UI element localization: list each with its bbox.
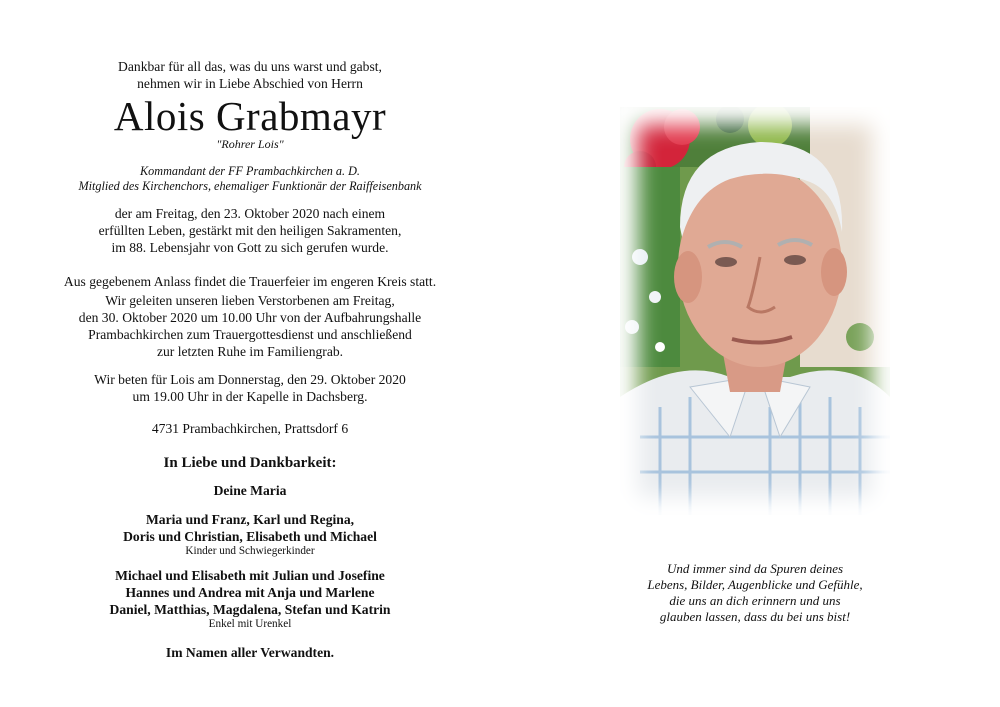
escort-line-1: Wir geleiten unseren lieben Verstorbenen am Freitag, bbox=[105, 293, 395, 308]
title-line-1: Kommandant der FF Prambachkirchen a. D. bbox=[140, 164, 360, 178]
mourning-heading: In Liebe und Dankbarkeit: bbox=[163, 455, 337, 471]
intro-line-2: nehmen wir in Liebe Abschied von Herrn bbox=[137, 76, 363, 91]
intro-line-1: Dankbar für all das, was du uns warst und gabst, bbox=[118, 59, 382, 74]
obituary-text bbox=[40, 58, 460, 661]
escort-line-3: Prambachkirchen zum Trauergottesdienst und anschließend bbox=[88, 327, 412, 342]
death-line-2: erfüllten Leben, gestärkt mit den heiligen Sakramenten, bbox=[98, 223, 402, 238]
deceased-name: Alois Grabmayr bbox=[113, 93, 387, 139]
poem-line-4: glauben lassen, dass du bei uns bist! bbox=[659, 609, 851, 624]
prayer-notice bbox=[40, 371, 460, 405]
grandchildren-line-2: Hannes und Andrea mit Anja und Marlene bbox=[125, 585, 375, 600]
address: 4731 Prambachkirchen, Prattsdorf 6 bbox=[151, 421, 349, 436]
portrait-photo bbox=[620, 107, 890, 515]
poem-line-3: die uns an dich erinnern und uns bbox=[669, 593, 841, 608]
children-label: Kinder und Schwiegerkinder bbox=[185, 545, 315, 557]
prayer-line-2: um 19.00 Uhr in der Kapelle in Dachsberg. bbox=[132, 389, 368, 404]
titles bbox=[40, 164, 460, 194]
children-line-1: Maria und Franz, Karl und Regina, bbox=[145, 512, 355, 527]
title-line-2: Mitglied des Kirchenchors, ehemaliger Funktionär der Raiffeisenbank bbox=[78, 179, 422, 193]
escort-notice bbox=[40, 292, 460, 360]
prayer-line-1: Wir beten für Lois am Donnerstag, den 29. Oktober 2020 bbox=[94, 372, 406, 387]
nickname: "Rohrer Lois" bbox=[216, 137, 284, 151]
grandchildren-line-1: Michael und Elisabeth mit Julian und Josefine bbox=[115, 568, 385, 583]
ceremony-line-1: Aus gegebenem Anlass findet die Trauerfeier im engeren Kreis statt. bbox=[63, 274, 437, 289]
death-line-3: im 88. Lebensjahr von Gott zu sich gerufen wurde. bbox=[111, 240, 389, 255]
poem-line-1: Und immer sind da Spuren deines bbox=[666, 561, 844, 576]
children-line-2: Doris und Christian, Elisabeth und Michael bbox=[123, 529, 377, 544]
grandchildren-line-3: Daniel, Matthias, Magdalena, Stefan und Katrin bbox=[109, 602, 391, 617]
grandchildren-group bbox=[40, 567, 460, 631]
escort-line-2: den 30. Oktober 2020 um 10.00 Uhr von der Aufbahrungshalle bbox=[78, 310, 422, 325]
closing: Im Namen aller Verwandten. bbox=[165, 645, 335, 660]
spouse: Deine Maria bbox=[213, 483, 287, 498]
grandchildren-label: Enkel mit Urenkel bbox=[208, 618, 292, 630]
children-group bbox=[40, 511, 460, 558]
ceremony-notice bbox=[40, 273, 460, 290]
memorial-poem bbox=[610, 561, 900, 625]
poem-line-2: Lebens, Bilder, Augenblicke und Gefühle, bbox=[647, 577, 863, 592]
death-line-1: der am Freitag, den 23. Oktober 2020 nach einem bbox=[114, 206, 386, 221]
escort-line-4: zur letzten Ruhe im Familiengrab. bbox=[156, 344, 344, 359]
death-notice bbox=[40, 205, 460, 256]
